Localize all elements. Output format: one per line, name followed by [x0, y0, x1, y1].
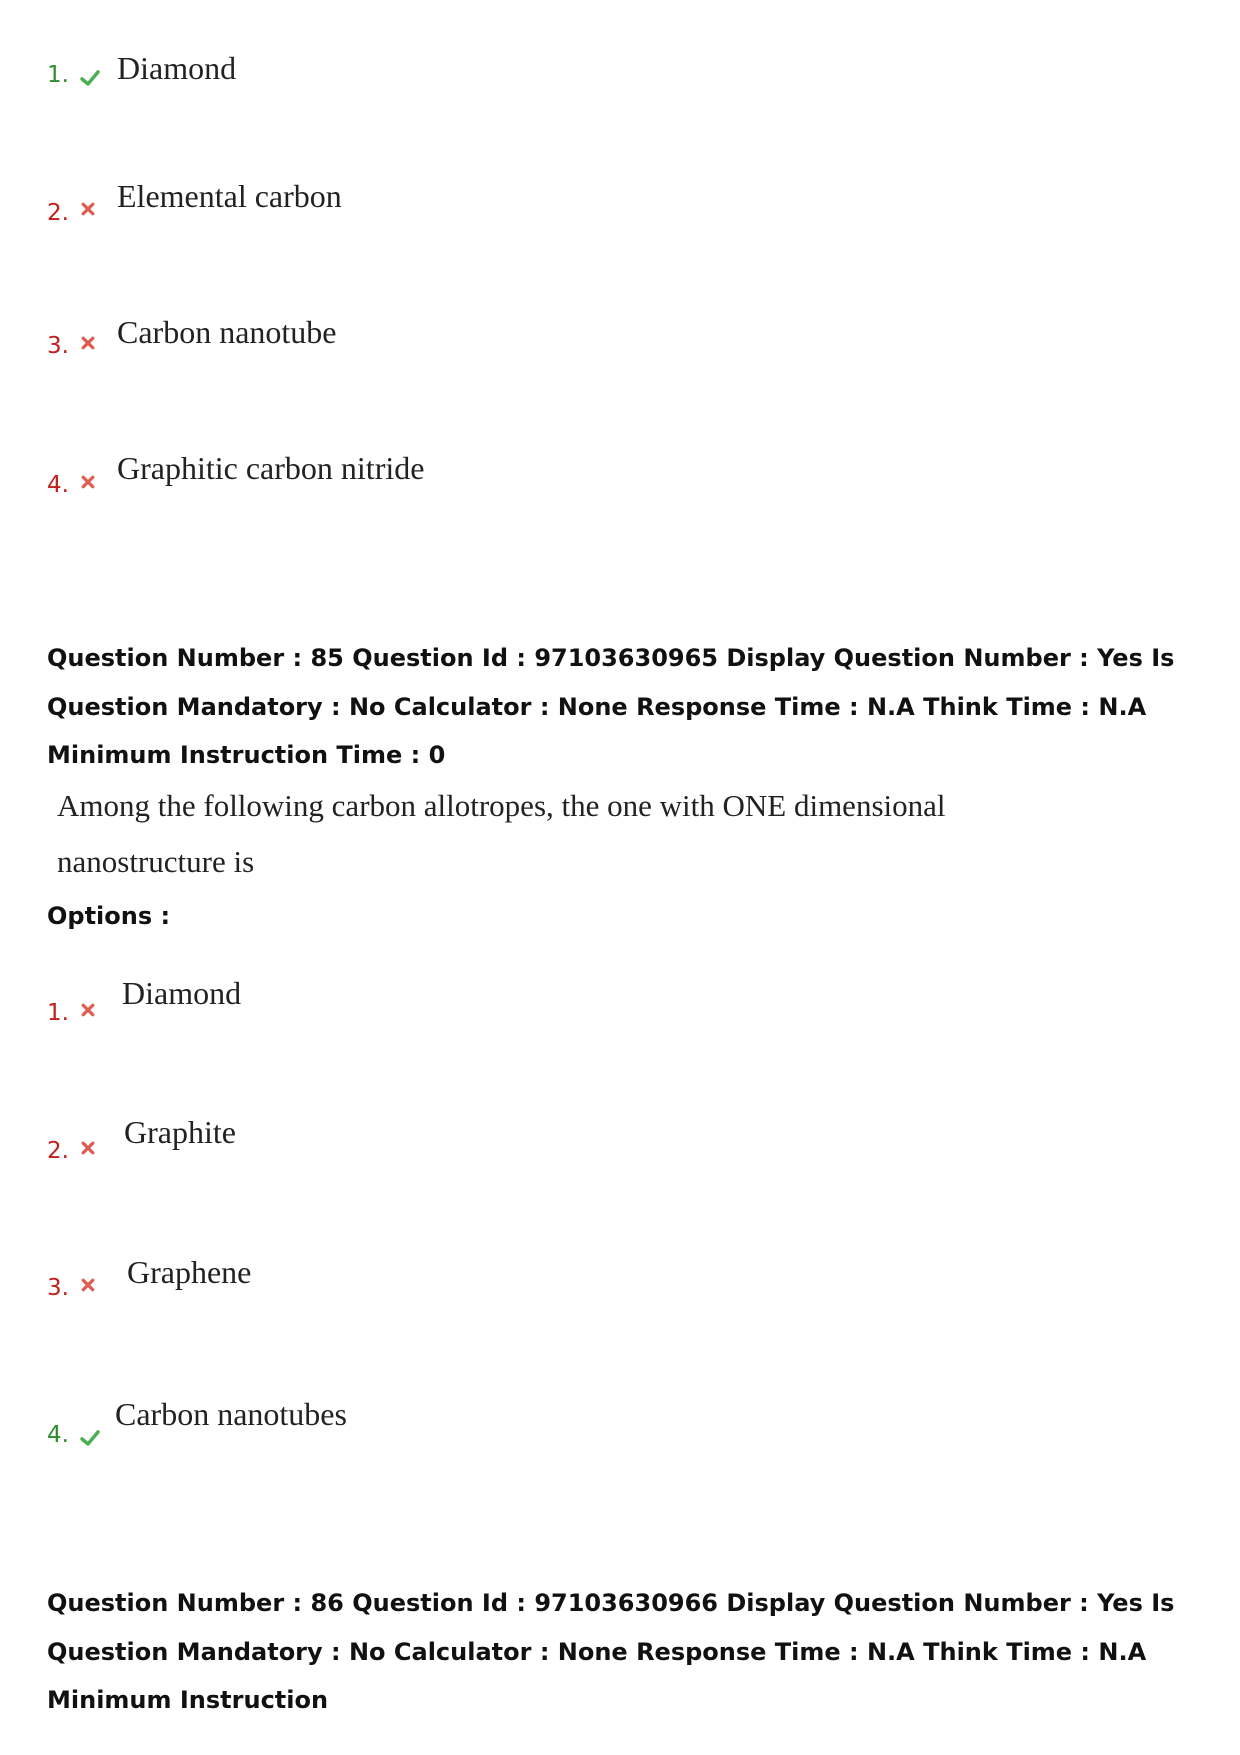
option-text: Graphite	[124, 1114, 236, 1150]
option-text: Carbon nanotubes	[115, 1396, 347, 1432]
question-85-text-line2: nanostructure is	[57, 844, 255, 879]
option-text: Graphene	[127, 1254, 252, 1290]
option-number: 4.	[47, 1422, 69, 1448]
cross-icon	[80, 335, 96, 351]
question-86-meta: Question Number : 86 Question Id : 97103630966 Display Question Number : Yes Is Question Mandatory : No Calculator : None Response Time : N.A Think Time : N.A Minimum Instruction	[47, 1589, 1175, 1714]
options-label: Options :	[47, 902, 171, 930]
checkmark-icon	[80, 1428, 100, 1448]
prev-option-2	[47, 200, 96, 226]
cross-icon	[80, 1277, 96, 1293]
prev-option-3	[47, 333, 96, 359]
option-text: Elemental carbon	[117, 178, 342, 214]
option-number: 2.	[47, 200, 69, 226]
option-number: 1.	[47, 1000, 69, 1026]
option-number: 4.	[47, 472, 69, 498]
cross-icon	[80, 201, 96, 217]
option-number: 2.	[47, 1138, 69, 1164]
option-text: Diamond	[122, 975, 242, 1011]
option-text: Graphitic carbon nitride	[117, 450, 425, 486]
q85-option-4	[47, 1422, 100, 1448]
option-text: Diamond	[117, 50, 237, 86]
q85-option-2	[47, 1138, 96, 1164]
prev-option-1	[47, 62, 100, 88]
prev-option-4	[47, 472, 96, 498]
option-number: 3.	[47, 1275, 69, 1301]
option-text: Carbon nanotube	[117, 314, 337, 350]
cross-icon	[80, 474, 96, 490]
question-85-text-line1: Among the following carbon allotropes, the one with ONE dimensional	[57, 788, 946, 823]
option-number: 1.	[47, 62, 69, 88]
q85-option-3	[47, 1275, 96, 1301]
q85-option-1	[47, 1000, 96, 1026]
cross-icon	[80, 1002, 96, 1018]
checkmark-icon	[80, 68, 100, 88]
question-85-meta: Question Number : 85 Question Id : 97103630965 Display Question Number : Yes Is Question Mandatory : No Calculator : None Response Time : N.A Think Time : N.A Minimum Instruction Time : 0	[47, 644, 1175, 769]
option-number: 3.	[47, 333, 69, 359]
cross-icon	[80, 1140, 96, 1156]
